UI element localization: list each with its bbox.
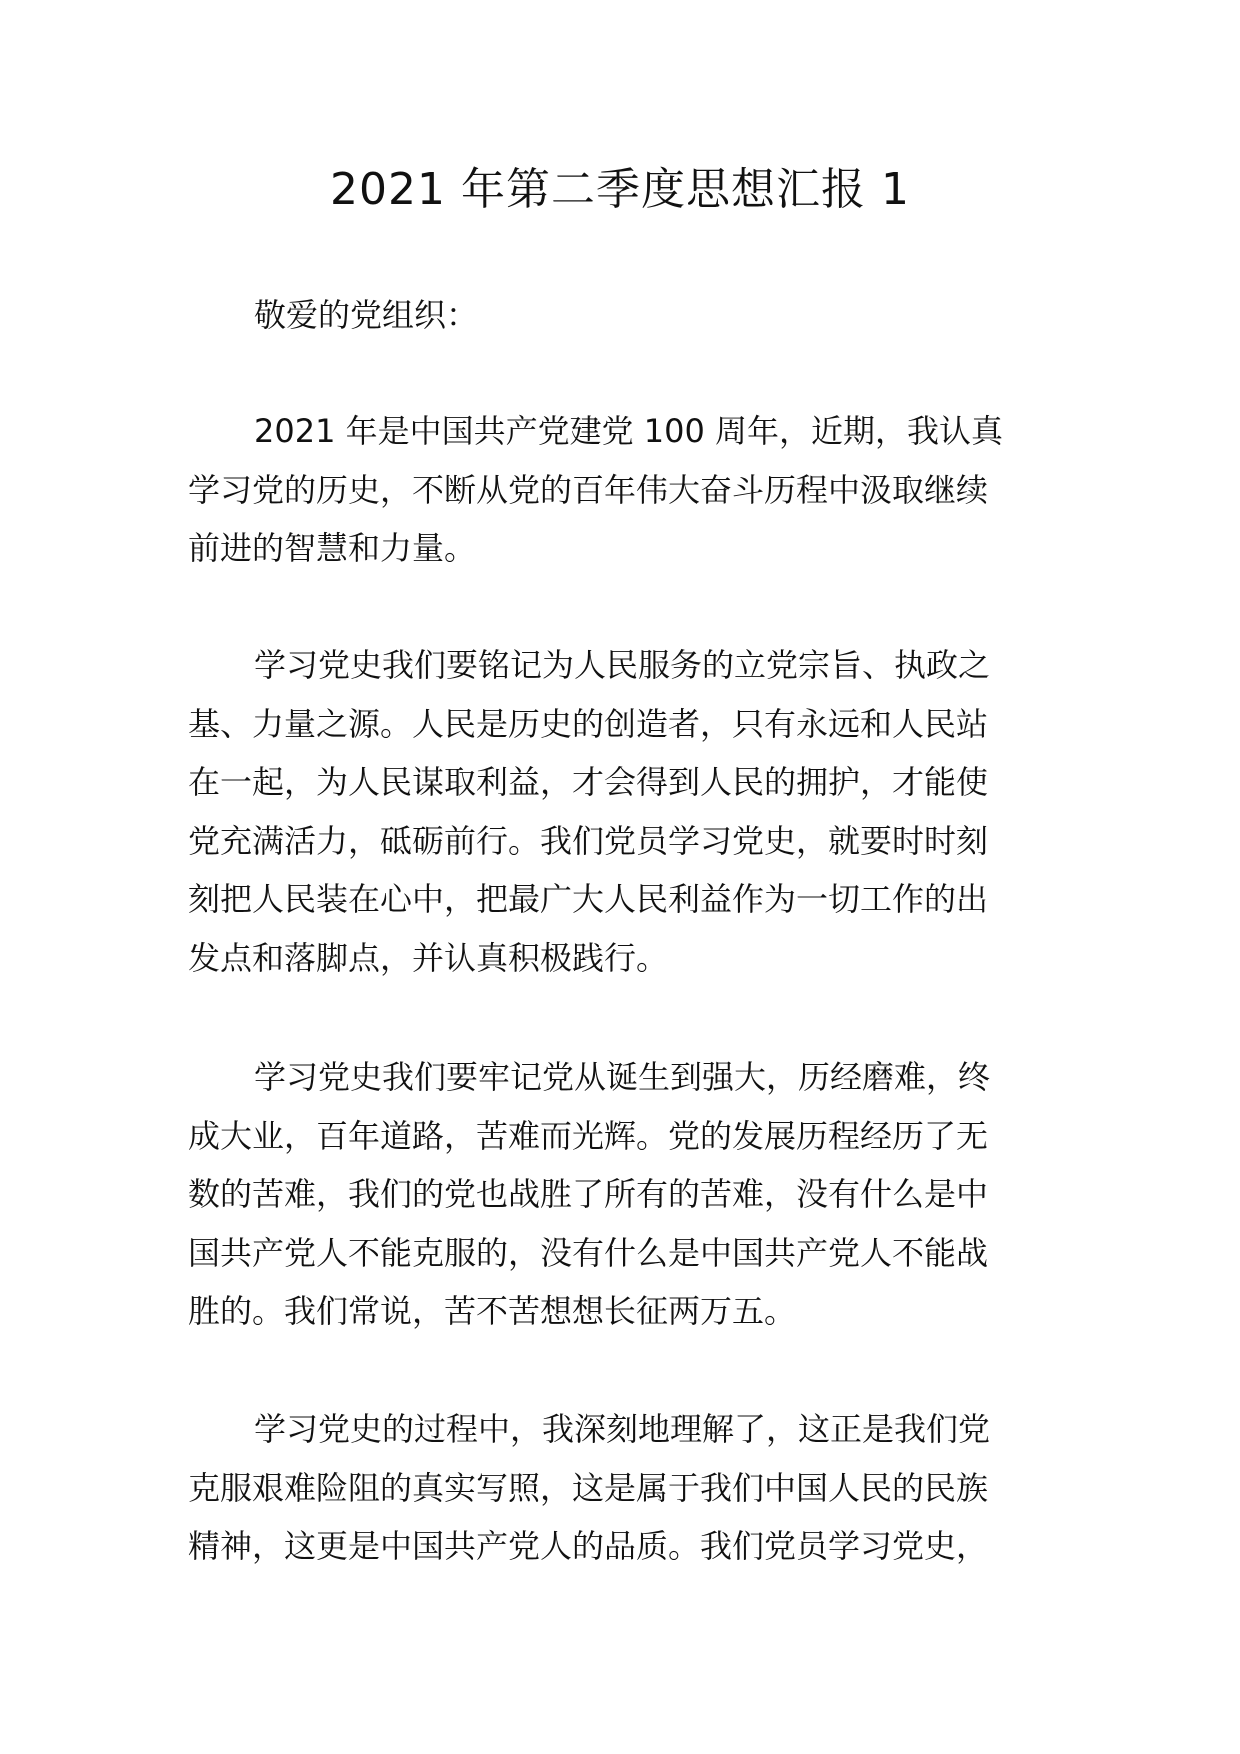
paragraph-line: 胜的。我们常说，苦不苦想想长征两万五。 <box>188 1292 797 1330</box>
paragraph-line: 党充满活力，砥砺前行。我们党员学习党史，就要时时刻 <box>188 821 989 860</box>
paragraph-line: 数的苦难，我们的党也战胜了所有的苦难，没有什么是中 <box>188 1175 989 1213</box>
paragraph-line: 学习党史的过程中，我深刻地理解了，这正是我们党 <box>254 1410 991 1448</box>
paragraph-4 <box>188 1400 1058 1576</box>
paragraph-line: 刻把人民装在心中，把最广大人民利益作为一切工作的出 <box>188 880 989 918</box>
document-title: 2021 年第二季度思想汇报 1 <box>330 164 910 215</box>
paragraph-line: 在一起，为人民谋取利益，才会得到人民的拥护，才能使 <box>188 763 989 801</box>
paragraph-line: 基、力量之源。人民是历史的创造者，只有永远和人民站 <box>188 704 989 743</box>
paragraph-line: 前进的智慧和力量。 <box>188 529 477 567</box>
greeting: 敬爱的党组织： <box>254 296 479 334</box>
paragraph-line: 学习党史我们要牢记党从诞生到强大，历经磨难，终 <box>254 1058 991 1096</box>
paragraph-2 <box>188 636 1058 987</box>
paragraph-line: 2021 年是中国共产党建党 100 周年，近期，我认真 <box>254 412 1004 450</box>
paragraph-line: 国共产党人不能克服的，没有什么是中国共产党人不能战 <box>188 1233 989 1272</box>
paragraph-line: 发点和落脚点，并认真积极践行。 <box>188 938 669 977</box>
paragraph-line: 精神，这更是中国共产党人的品质。我们党员学习党史， <box>188 1527 989 1565</box>
paragraph-line: 克服艰难险阻的真实写照，这是属于我们中国人民的民族 <box>188 1468 989 1507</box>
paragraph-line: 成大业，百年道路，苦难而光辉。党的发展历程经历了无 <box>188 1116 989 1155</box>
paragraph-3 <box>188 1048 1058 1341</box>
paragraph-1 <box>188 402 1058 578</box>
paragraph-line: 学习党的历史，不断从党的百年伟大奋斗历程中汲取继续 <box>188 470 989 509</box>
paragraph-line: 学习党史我们要铭记为人民服务的立党宗旨、执政之 <box>254 646 991 684</box>
